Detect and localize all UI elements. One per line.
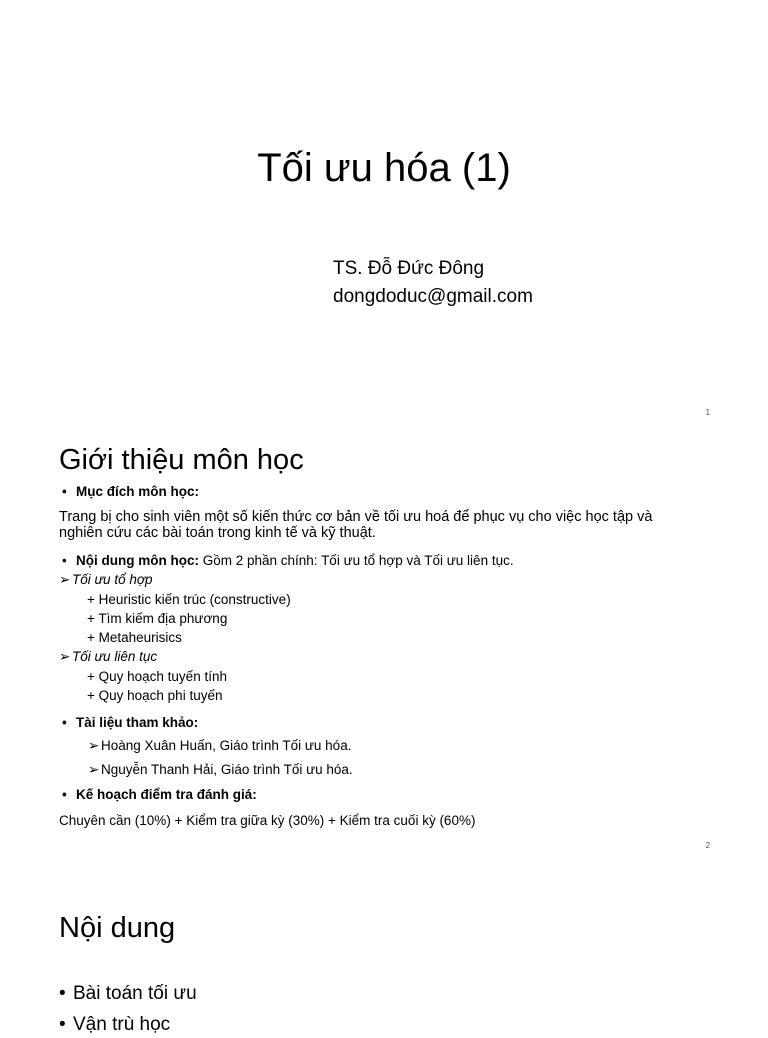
- cont-item: + Quy hoạch tuyến tính: [87, 669, 227, 684]
- combo-item: + Heuristic kiến trúc (constructive): [87, 592, 291, 607]
- slide-title: Tối ưu hóa (1): [257, 146, 511, 190]
- slide-title: Nội dung: [59, 912, 176, 944]
- evaluation-text: Chuyên cần (10%) + Kiểm tra giữa kỳ (30%) + Kiểm tra cuối kỳ (60%): [59, 813, 476, 828]
- bullet-icon: •: [59, 1014, 66, 1035]
- arrow-bullet-icon: ➢: [88, 762, 100, 777]
- evaluation-heading: • Kế hoạch điểm tra đánh giá:: [62, 787, 257, 802]
- author-name: TS. Đỗ Đức Đông: [333, 258, 485, 279]
- combo-item: + Tìm kiếm địa phương: [87, 611, 228, 626]
- page-number: 1: [705, 408, 710, 417]
- references-heading: • Tài liệu tham khảo:: [62, 715, 199, 730]
- cont-opt-heading: ➢ Tối ưu liên tục: [59, 649, 158, 664]
- arrow-bullet-icon: ➢: [59, 572, 71, 587]
- author-email: dongdoduc@gmail.com: [333, 286, 533, 307]
- bullet-icon: •: [62, 715, 67, 730]
- combo-opt-heading: ➢ Tối ưu tổ hợp: [59, 572, 153, 587]
- slide-3: [0, 860, 768, 1035]
- content-item: • Bài toán tối ưu: [59, 981, 197, 1007]
- bullet-icon: •: [59, 983, 66, 1004]
- arrow-bullet-icon: ➢: [88, 738, 100, 753]
- content-item: • Vận trù học: [59, 1012, 170, 1038]
- slide-title: Giới thiệu môn học: [59, 444, 304, 476]
- purpose-heading: • Mục đích môn học:: [62, 484, 199, 499]
- reference-item: ➢ Hoàng Xuân Huấn, Giáo trình Tối ưu hóa.: [88, 738, 352, 753]
- page-number: 2: [705, 841, 710, 850]
- cont-item: + Quy hoạch phi tuyến: [87, 688, 223, 703]
- reference-item: ➢ Nguyễn Thanh Hải, Giáo trình Tối ưu hóa.: [88, 762, 353, 777]
- purpose-text-line-1: Trang bị cho sinh viên một số kiến thức cơ bản về tối ưu hoá để phục vụ cho việc học tập và: [59, 509, 653, 525]
- slide-1: [0, 0, 768, 430]
- purpose-text-line-2: nghiên cứu các bài toán trong kinh tế và kỹ thuật.: [59, 525, 376, 541]
- bullet-icon: •: [62, 484, 67, 499]
- bullet-icon: •: [62, 787, 67, 802]
- slide-2: [0, 430, 768, 860]
- bullet-icon: •: [62, 553, 67, 568]
- arrow-bullet-icon: ➢: [59, 649, 71, 664]
- combo-item: + Metaheurisics: [87, 630, 182, 645]
- content-heading: • Nội dung môn học: Gồm 2 phần chính: Tối ưu tổ hợp và Tối ưu liên tục.: [62, 553, 514, 568]
